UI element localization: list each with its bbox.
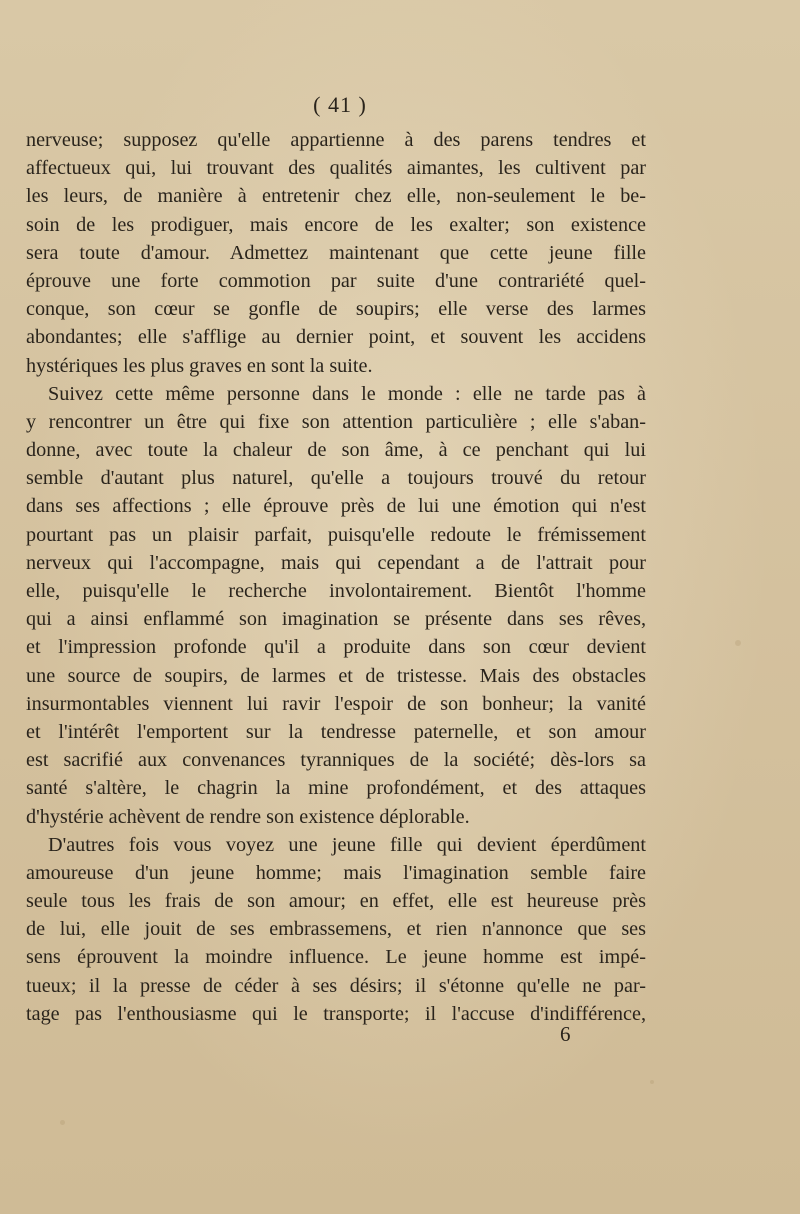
text-line: nerveux qui l'accompagne, mais qui cependant a de l'attrait pour	[26, 551, 646, 574]
text-line: sera toute d'amour. Admettez maintenant que cette jeune fille	[26, 241, 646, 264]
text-line: et l'impression profonde qu'il a produite dans son cœur devient	[26, 636, 646, 659]
text-line: insurmontables viennent lui ravir l'espoir de son bonheur; la vanité	[26, 692, 646, 715]
text-line: soin de les prodiguer, mais encore de les exalter; son existence	[26, 213, 646, 236]
signature-mark: 6	[560, 1022, 571, 1046]
text-line: tueux; il la presse de céder à ses désirs; il s'étonne qu'elle ne par-	[26, 974, 646, 997]
text-line: est sacrifié aux convenances tyranniques de la société; dès-lors sa	[26, 749, 646, 772]
paper-stain	[650, 1080, 654, 1084]
text-line: semble d'autant plus naturel, qu'elle a toujours trouvé du retour	[26, 467, 646, 490]
text-line: les leurs, de manière à entretenir chez elle, non-seulement le be-	[26, 185, 646, 208]
text-line: affectueux qui, lui trouvant des qualités aimantes, les cultivent par	[26, 157, 646, 180]
text-line: sens éprouvent la moindre influence. Le jeune homme est impé-	[26, 946, 646, 969]
paper-stain	[60, 1120, 65, 1125]
text-line: tage pas l'enthousiasme qui le transporte; il l'accuse d'indifférence,	[26, 1002, 646, 1025]
page-number: ( 41 )	[313, 92, 367, 117]
text-line: éprouve une forte commotion par suite d'une contrariété quel-	[26, 269, 646, 292]
text-line: qui a ainsi enflammé son imagination se présente dans ses rêves,	[26, 608, 646, 631]
text-line: abondantes; elle s'afflige au dernier point, et souvent les accidens	[26, 326, 646, 349]
text-line: seule tous les frais de son amour; en effet, elle est heureuse près	[26, 890, 646, 913]
text-line: donne, avec toute la chaleur de son âme, à ce penchant qui lui	[26, 439, 646, 462]
text-line: une source de soupirs, de larmes et de tristesse. Mais des obstacles	[26, 664, 646, 687]
text-line: pourtant pas un plaisir parfait, puisqu'elle redoute le frémissement	[26, 523, 646, 546]
paper-stain	[735, 640, 741, 646]
text-line: elle, puisqu'elle le recherche involontairement. Bientôt l'homme	[26, 580, 646, 602]
text-line: y rencontrer un être qui fixe son attention particulière ; elle s'aban-	[26, 410, 646, 433]
text-line: d'hystérie achèvent de rendre son existence déplorable.	[26, 805, 470, 828]
text-line: nerveuse; supposez qu'elle appartienne à des parens tendres et	[26, 129, 646, 151]
text-line: de lui, elle jouit de ses embrassemens, et rien n'annonce que ses	[26, 918, 646, 941]
text-line: dans ses affections ; elle éprouve près de lui une émotion qui n'est	[26, 495, 646, 518]
text-line: santé s'altère, le chagrin la mine profondément, et des attaques	[26, 777, 646, 800]
text-line: D'autres fois vous voyez une jeune fille qui devient éperdûment	[48, 833, 646, 856]
text-line: et l'intérêt l'emportent sur la tendresse paternelle, et son amour	[26, 720, 646, 743]
text-line: amoureuse d'un jeune homme; mais l'imagination semble faire	[26, 861, 646, 884]
text-line: conque, son cœur se gonfle de soupirs; elle verse des larmes	[26, 298, 646, 321]
body-text	[26, 126, 646, 1028]
text-line: hystériques les plus graves en sont la suite.	[26, 354, 373, 377]
text-line: Suivez cette même personne dans le monde : elle ne tarde pas à	[48, 382, 646, 405]
